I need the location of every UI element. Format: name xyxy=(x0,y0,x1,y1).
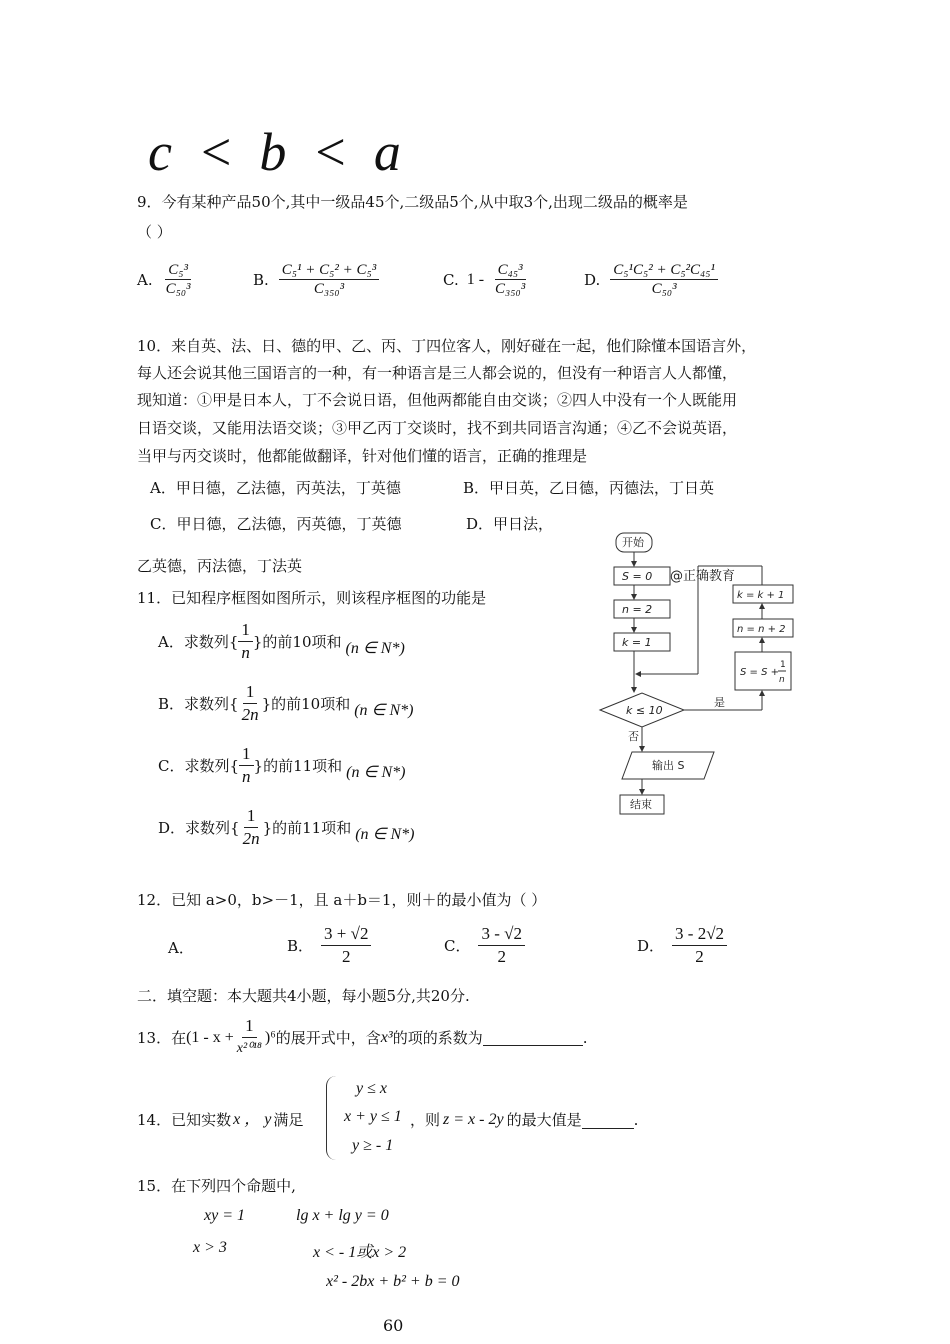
fraction xyxy=(163,262,194,297)
q10-line-1: 10．来自英、法、日、德的甲、乙、丙、丁四位客人，刚好碰在一起，他们除懂本国语言外， xyxy=(137,337,757,355)
flow-update-s-den: n xyxy=(779,675,785,685)
q13-answer-blank xyxy=(483,1029,583,1046)
condition: (n ∈ N*) xyxy=(354,701,414,719)
q13-middle: 的展开式中，含 xyxy=(275,1028,381,1047)
flow-init-n-label: n = 2 xyxy=(622,603,653,616)
option-prefix: B．求数列{ xyxy=(158,694,239,713)
q14-constraint-2: x + y ≤ 1 xyxy=(344,1108,402,1125)
q15-expr-1: xy = 1 xyxy=(204,1207,245,1224)
q9-stem: 9．今有某种产品50个,其中一级品45个,二级品5个,从中取3个,出现二级品的概率是 xyxy=(137,193,688,211)
flow-update-k-label: k = k + 1 xyxy=(737,590,785,601)
fraction xyxy=(672,924,727,967)
flow-decision-label: k ≤ 10 xyxy=(626,704,663,717)
option-label: D. xyxy=(584,270,601,289)
fraction xyxy=(238,620,253,663)
denominator: C₃₅₀³ xyxy=(495,281,526,297)
q10-line-2: 每人还会说其他三国语言的一种，有一种语言是三人都会说的，但没有一种语言人人都懂， xyxy=(137,364,738,382)
option-prefix: C．求数列{ xyxy=(158,756,240,775)
numerator: C₅¹ + C₅² + C₅³ xyxy=(279,262,379,280)
option-label: B. xyxy=(253,270,269,289)
q14-answer-blank xyxy=(582,1112,634,1129)
q11-option-d xyxy=(158,806,414,849)
q9-paren: （ ） xyxy=(137,223,172,241)
q15-expr-2: lg x + lg y = 0 xyxy=(296,1207,389,1224)
q14-end: . xyxy=(633,1111,639,1129)
flow-init-k-label: k = 1 xyxy=(622,636,652,649)
q13-suffix: 的项的系数为 xyxy=(392,1028,483,1047)
fraction xyxy=(239,682,262,725)
denominator: 2n xyxy=(242,829,260,848)
denominator: n xyxy=(241,643,250,662)
fraction xyxy=(239,744,254,787)
numerator: 1 xyxy=(238,620,253,642)
q14-vars: x ， y xyxy=(233,1111,272,1128)
option-prefix: A．求数列{ xyxy=(158,632,239,651)
q14-prefix-group xyxy=(137,1110,303,1130)
one-minus: 1 - xyxy=(466,270,485,288)
q13-fraction xyxy=(234,1016,265,1059)
numerator: 1 xyxy=(243,682,258,704)
flow-yes-label: 是 xyxy=(714,696,725,709)
numerator: C₄₅³ xyxy=(495,262,526,280)
option-label: D． xyxy=(637,936,665,955)
q12-option-a: A． xyxy=(168,939,194,957)
option-prefix: D．求数列{ xyxy=(158,818,240,837)
header-expression: c < b < a xyxy=(148,122,407,182)
q14-suffix-group xyxy=(410,1110,638,1130)
denominator: C₅₀³ xyxy=(651,281,677,297)
fraction xyxy=(240,806,263,849)
flow-output-label: 输出 S xyxy=(652,759,685,772)
denominator: 2 xyxy=(497,947,506,966)
q14-then: ，则 xyxy=(410,1111,441,1129)
denominator: x²⁰¹⁸ xyxy=(236,1041,262,1056)
q13 xyxy=(137,1016,588,1059)
q14-constraint-3: y ≥ - 1 xyxy=(352,1137,394,1154)
flow-no-label: 否 xyxy=(628,730,639,743)
option-suffix: }的前11项和 xyxy=(253,756,343,775)
q15-expr-5: x² - 2bx + b² + b = 0 xyxy=(326,1273,460,1287)
numerator: 1 xyxy=(239,744,254,766)
q12-option-d xyxy=(637,924,727,967)
q10-line-4: 日语交谈，又能用法语交谈；③甲乙丙丁交谈时，找不到共同语言沟通；④乙不会说英语， xyxy=(137,419,738,437)
q14-prefix: 14．已知实数 xyxy=(137,1111,232,1129)
q10-option-b: B．甲日英，乙日德，丙德法，丁日英 xyxy=(463,479,715,497)
denominator: 2 xyxy=(341,947,351,966)
q14-brace xyxy=(326,1076,337,1160)
denominator: 2n xyxy=(241,705,259,724)
flow-watermark: @正确教育 xyxy=(670,569,736,584)
q13-prefix: 13．在 xyxy=(137,1028,187,1047)
q10-option-c: C．甲日德，乙法德，丙英德，丁英德 xyxy=(150,515,402,533)
denominator: 2 xyxy=(695,947,704,966)
denominator: C₅₀³ xyxy=(165,281,191,297)
page-number: 60 xyxy=(383,1316,404,1335)
q10-line-3: 现知道：①甲是日本人，丁不会说日语，但他两都能自由交谈；②四人中没有一个人既能用 xyxy=(137,391,738,409)
condition: (n ∈ N*) xyxy=(355,825,415,843)
option-suffix: }的前10项和 xyxy=(261,694,351,713)
option-label: C. xyxy=(443,270,459,289)
flow-update-n-label: n = n + 2 xyxy=(737,624,786,635)
condition: (n ∈ N*) xyxy=(345,639,405,657)
numerator: 3 - √2 xyxy=(478,924,525,946)
q14-ask: 的最大值是 xyxy=(506,1111,582,1129)
q11-stem: 11．已知程序框图如图所示，则该程序框图的功能是 xyxy=(137,589,487,607)
fraction xyxy=(492,262,528,297)
q11-option-b xyxy=(158,682,413,725)
flow-update-s-label: S = S + xyxy=(740,667,779,678)
q13-expr-open: (1 - x + xyxy=(186,1028,234,1046)
q14-middle: 满足 xyxy=(273,1111,304,1129)
numerator: C₅¹C₅² + C₅²C₄₅¹ xyxy=(610,262,718,280)
q14-constraint-1: y ≤ x xyxy=(356,1080,387,1097)
numerator: 3 - 2√2 xyxy=(672,924,727,946)
numerator: 3 + √2 xyxy=(321,924,371,946)
flowchart xyxy=(592,528,802,820)
q12-option-b xyxy=(287,924,371,967)
flow-end-label: 结束 xyxy=(630,798,652,811)
q9-option-c xyxy=(443,262,528,297)
q15-expr-3: x > 3 xyxy=(193,1239,227,1256)
q10-option-a: A．甲日德，乙法德，丙英法，丁英德 xyxy=(150,479,401,497)
fraction xyxy=(279,262,379,297)
q13-x3: x³ xyxy=(380,1028,393,1046)
flow-start-label: 开始 xyxy=(622,536,644,549)
q9-option-a xyxy=(137,262,194,297)
q15-expr-4: x < - 1或x > 2 xyxy=(313,1244,407,1261)
flow-init-s-label: S = 0 xyxy=(622,570,653,583)
denominator: n xyxy=(242,767,251,786)
q12-stem: 12．已知 a>0，b>－1，且 a＋b＝1，则＋的最小值为（ ） xyxy=(137,891,547,909)
section-2-heading: 二．填空题：本大题共4小题，每小题5分,共20分. xyxy=(137,987,470,1005)
numerator: C₅³ xyxy=(165,262,191,280)
q11-option-a xyxy=(158,620,405,663)
q13-expr-close: )⁶ xyxy=(264,1028,276,1046)
option-suffix: }的前11项和 xyxy=(262,818,352,837)
option-suffix: }的前10项和 xyxy=(252,632,342,651)
option-label: C． xyxy=(444,936,471,955)
fraction xyxy=(478,924,525,967)
fraction xyxy=(321,924,371,967)
fraction xyxy=(610,262,718,297)
option-label: A. xyxy=(137,270,153,289)
option-label: B． xyxy=(287,936,314,955)
numerator: 1 xyxy=(242,1016,257,1038)
q14-objective: z = x - 2y xyxy=(443,1111,504,1128)
q11-option-c xyxy=(158,744,405,787)
denominator: C₃₅₀³ xyxy=(313,281,345,297)
condition: (n ∈ N*) xyxy=(346,763,406,781)
q12-option-c xyxy=(444,924,525,967)
q15-stem: 15．在下列四个命题中, xyxy=(137,1177,296,1195)
flow-update-s-num: 1 xyxy=(780,660,786,670)
q10-option-d: D．甲日法， xyxy=(466,515,554,533)
numerator: 1 xyxy=(244,806,259,828)
q13-end: . xyxy=(582,1028,588,1047)
q10-line-5: 当甲与丙交谈时，他都能做翻译，针对他们懂的语言，正确的推理是 xyxy=(137,447,588,465)
q10-option-d-continued: 乙英德，丙法德，丁法英 xyxy=(137,557,303,575)
q9-option-d xyxy=(584,262,718,297)
q9-option-b xyxy=(253,262,379,297)
